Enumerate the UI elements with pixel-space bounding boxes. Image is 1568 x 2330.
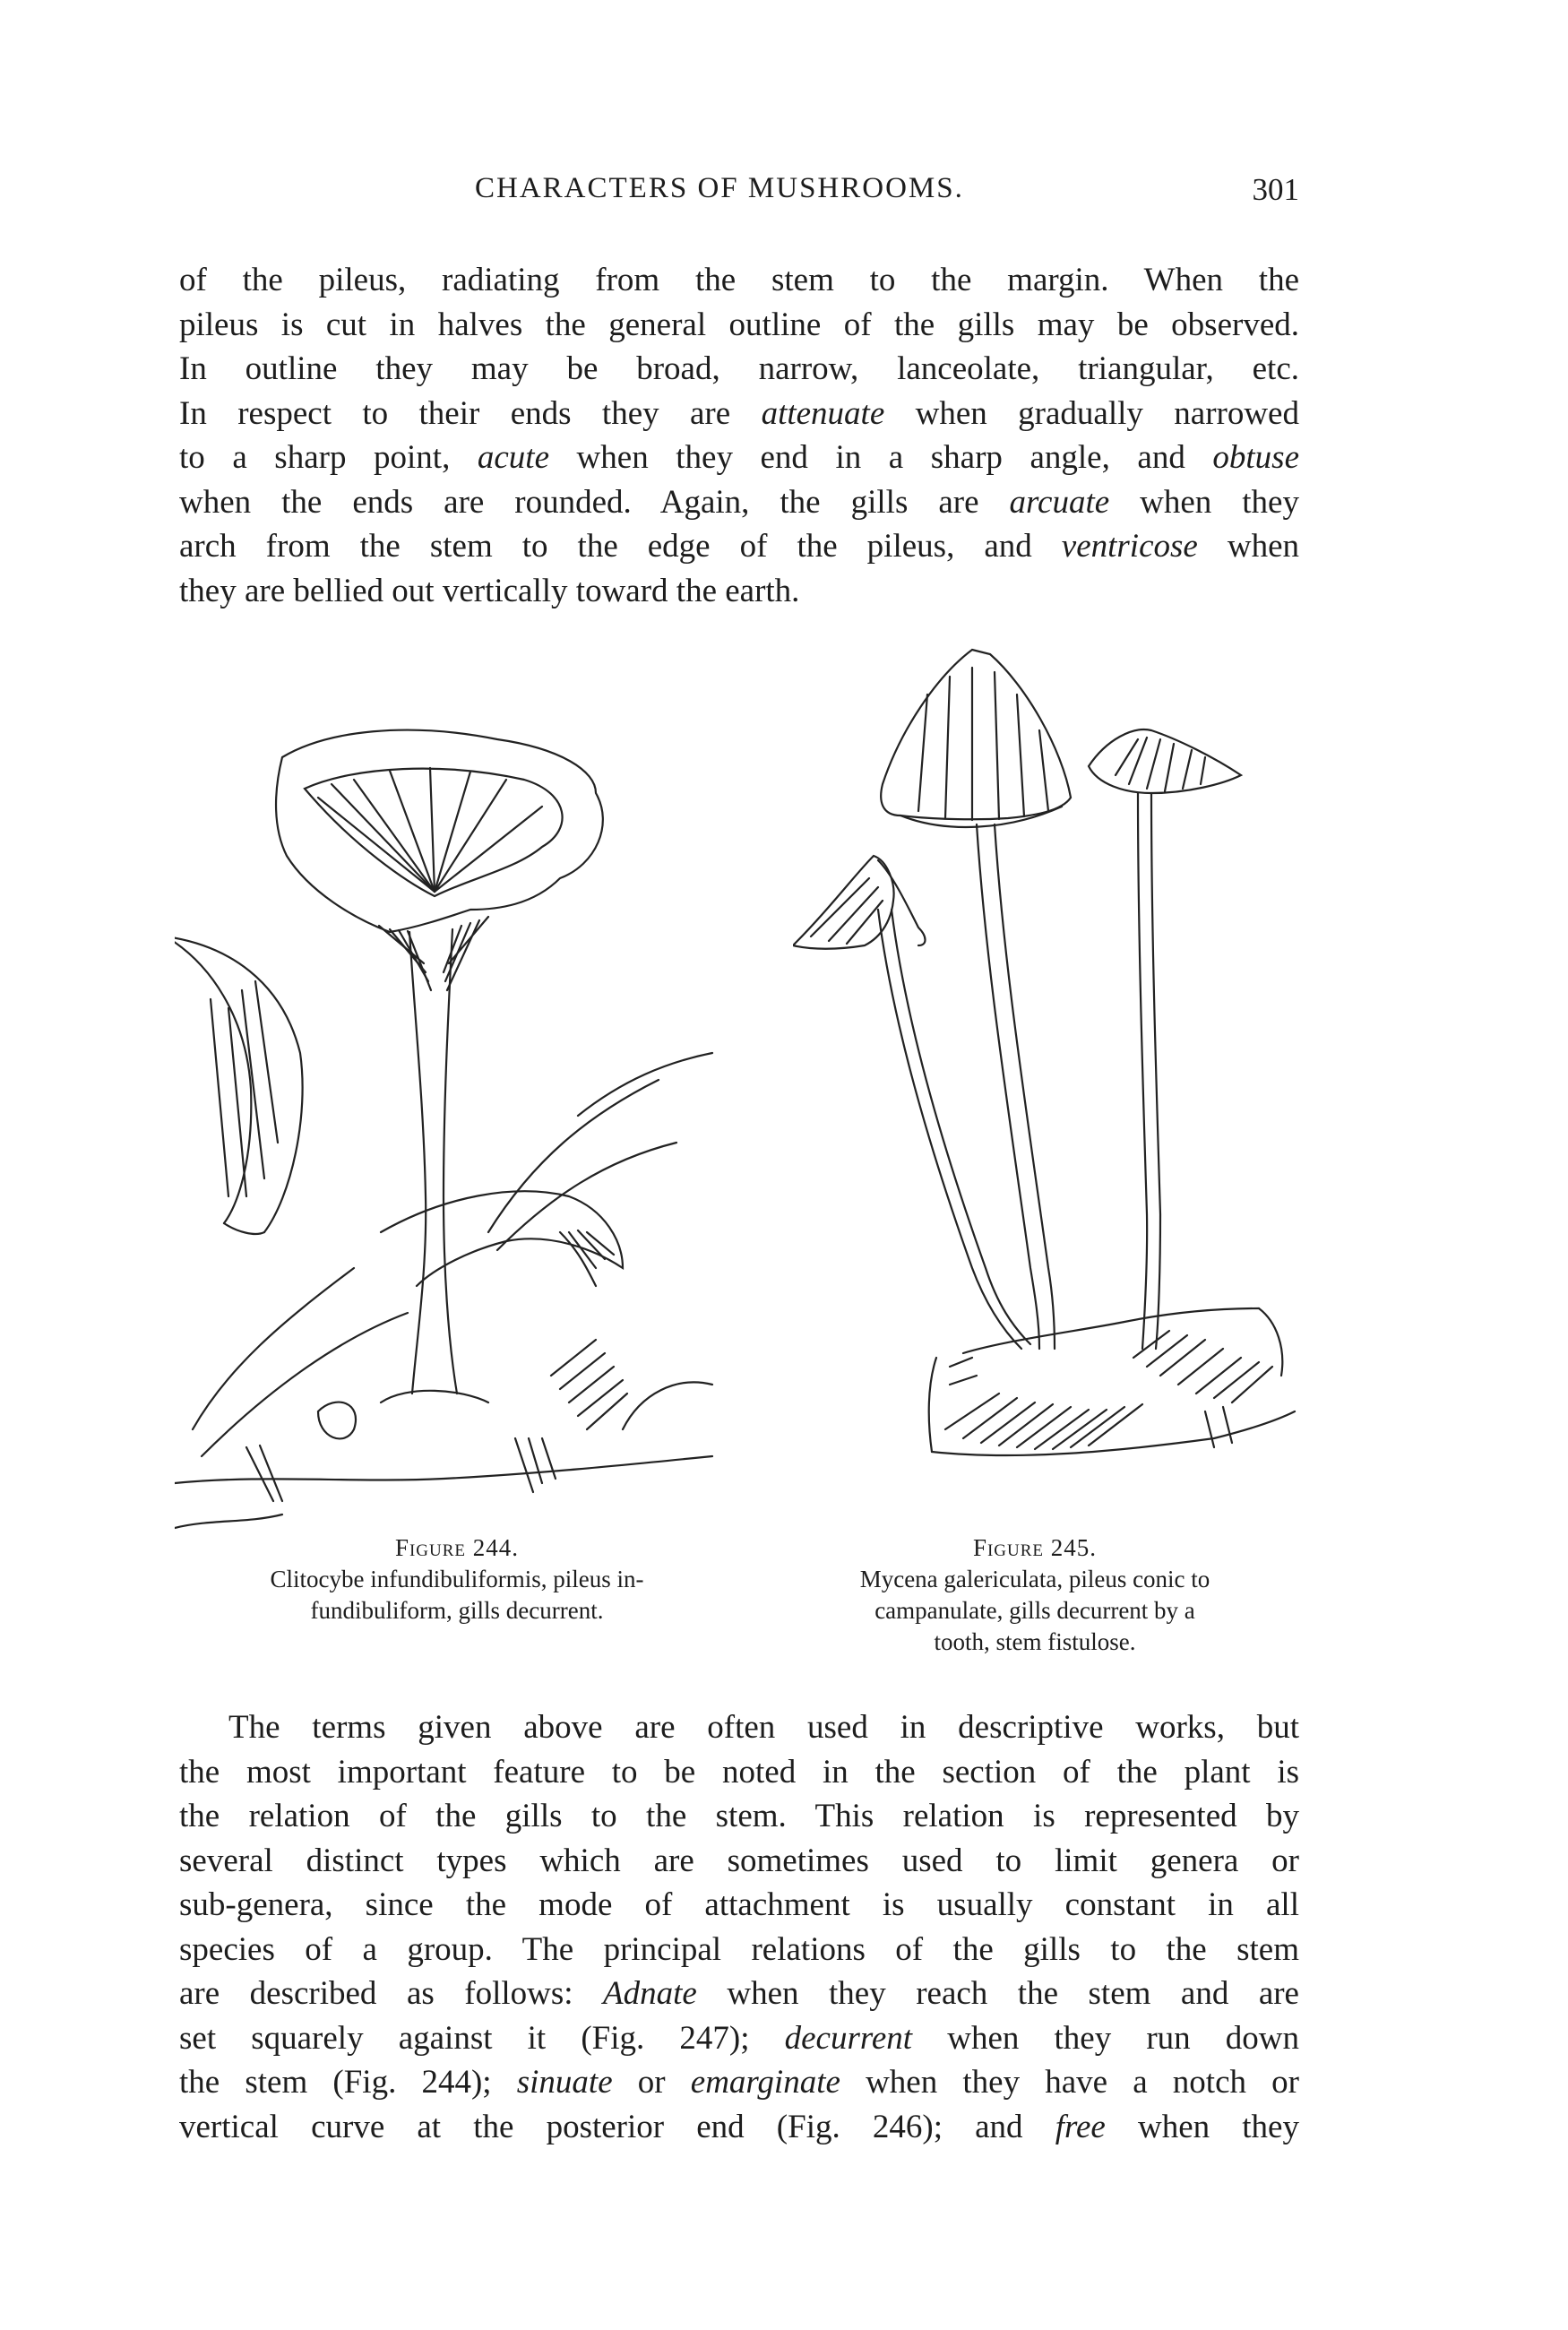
text-line: arch from the stem to the edge of the pileus, and ventricose when — [179, 528, 1299, 565]
text-line: vertical curve at the posterior end (Fig. 246); and free when they — [179, 2108, 1299, 2145]
text-line: The terms given above are often used in descriptive works, but — [228, 1709, 1299, 1746]
body-paragraph-1 — [179, 258, 1299, 613]
figure-label: Figure 244. — [394, 1534, 520, 1561]
caption-line: campanulate, gills decurrent by a — [874, 1597, 1195, 1624]
term-arcuate: arcuate — [1009, 483, 1110, 521]
figure-244-caption — [179, 1532, 735, 1627]
text-line: In respect to their ends they are attenuate when gradually narrowed — [179, 394, 1299, 432]
text-line: sub-genera, since the mode of attachment is usually constant in all — [179, 1886, 1299, 1923]
caption-line: fundibuliform, gills decurrent. — [310, 1597, 604, 1624]
term-decurrent: decurrent — [784, 2019, 913, 2057]
figure-244-illustration — [175, 695, 730, 1555]
text-line: the relation of the gills to the stem. This relation is represented by — [179, 1798, 1299, 1834]
text-line: of the pileus, radiating from the stem to the margin. When the — [179, 262, 1299, 298]
text-line: to a sharp point, acute when they end in a sharp angle, and obtuse — [179, 439, 1299, 476]
page-number: 301 — [1252, 172, 1299, 207]
term-attenuate: attenuate — [761, 394, 885, 432]
text-line: the most important feature to be noted in the section of the plant is — [179, 1753, 1299, 1791]
caption-line: Clitocybe infundibuliformis, pileus in- — [270, 1566, 644, 1592]
figure-245-caption — [766, 1532, 1304, 1658]
caption-line: Mycena galericulata, pileus conic to — [859, 1566, 1210, 1592]
running-head: CHARACTERS OF MUSHROOMS. — [475, 172, 964, 204]
term-sinuate: sinuate — [516, 2064, 613, 2101]
term-free: free — [1055, 2108, 1106, 2145]
caption-line: tooth, stem fistulose. — [934, 1628, 1136, 1655]
text-line: several distinct types which are sometimes used to limit genera or — [179, 1842, 1299, 1879]
term-adnate: Adnate — [603, 1975, 697, 2012]
text-line: are described as follows: Adnate when they reach the stem and are — [179, 1975, 1299, 2012]
text-line: species of a group. The principal relations of the gills to the stem — [179, 1930, 1299, 1968]
term-acute: acute — [477, 439, 549, 476]
text-line: pileus is cut in halves the general outline of the gills may be observed. — [179, 306, 1299, 343]
figure-label: Figure 245. — [972, 1534, 1098, 1561]
text-line: they are bellied out vertically toward the earth. — [179, 572, 800, 609]
page-header — [179, 172, 1299, 217]
figure-245-illustration — [793, 641, 1313, 1555]
body-paragraph-2 — [179, 1705, 1299, 2149]
text-line: the stem (Fig. 244); sinuate or emarginate when they have a notch or — [179, 2064, 1299, 2101]
text-line: when the ends are rounded. Again, the gills are arcuate when they — [179, 483, 1299, 521]
text-line: set squarely against it (Fig. 247); decurrent when they run down — [179, 2019, 1299, 2057]
term-obtuse: obtuse — [1212, 439, 1299, 476]
term-emarginate: emarginate — [690, 2064, 840, 2101]
text-line: In outline they may be broad, narrow, lanceolate, triangular, etc. — [179, 350, 1299, 387]
term-ventricose: ventricose — [1061, 528, 1198, 565]
